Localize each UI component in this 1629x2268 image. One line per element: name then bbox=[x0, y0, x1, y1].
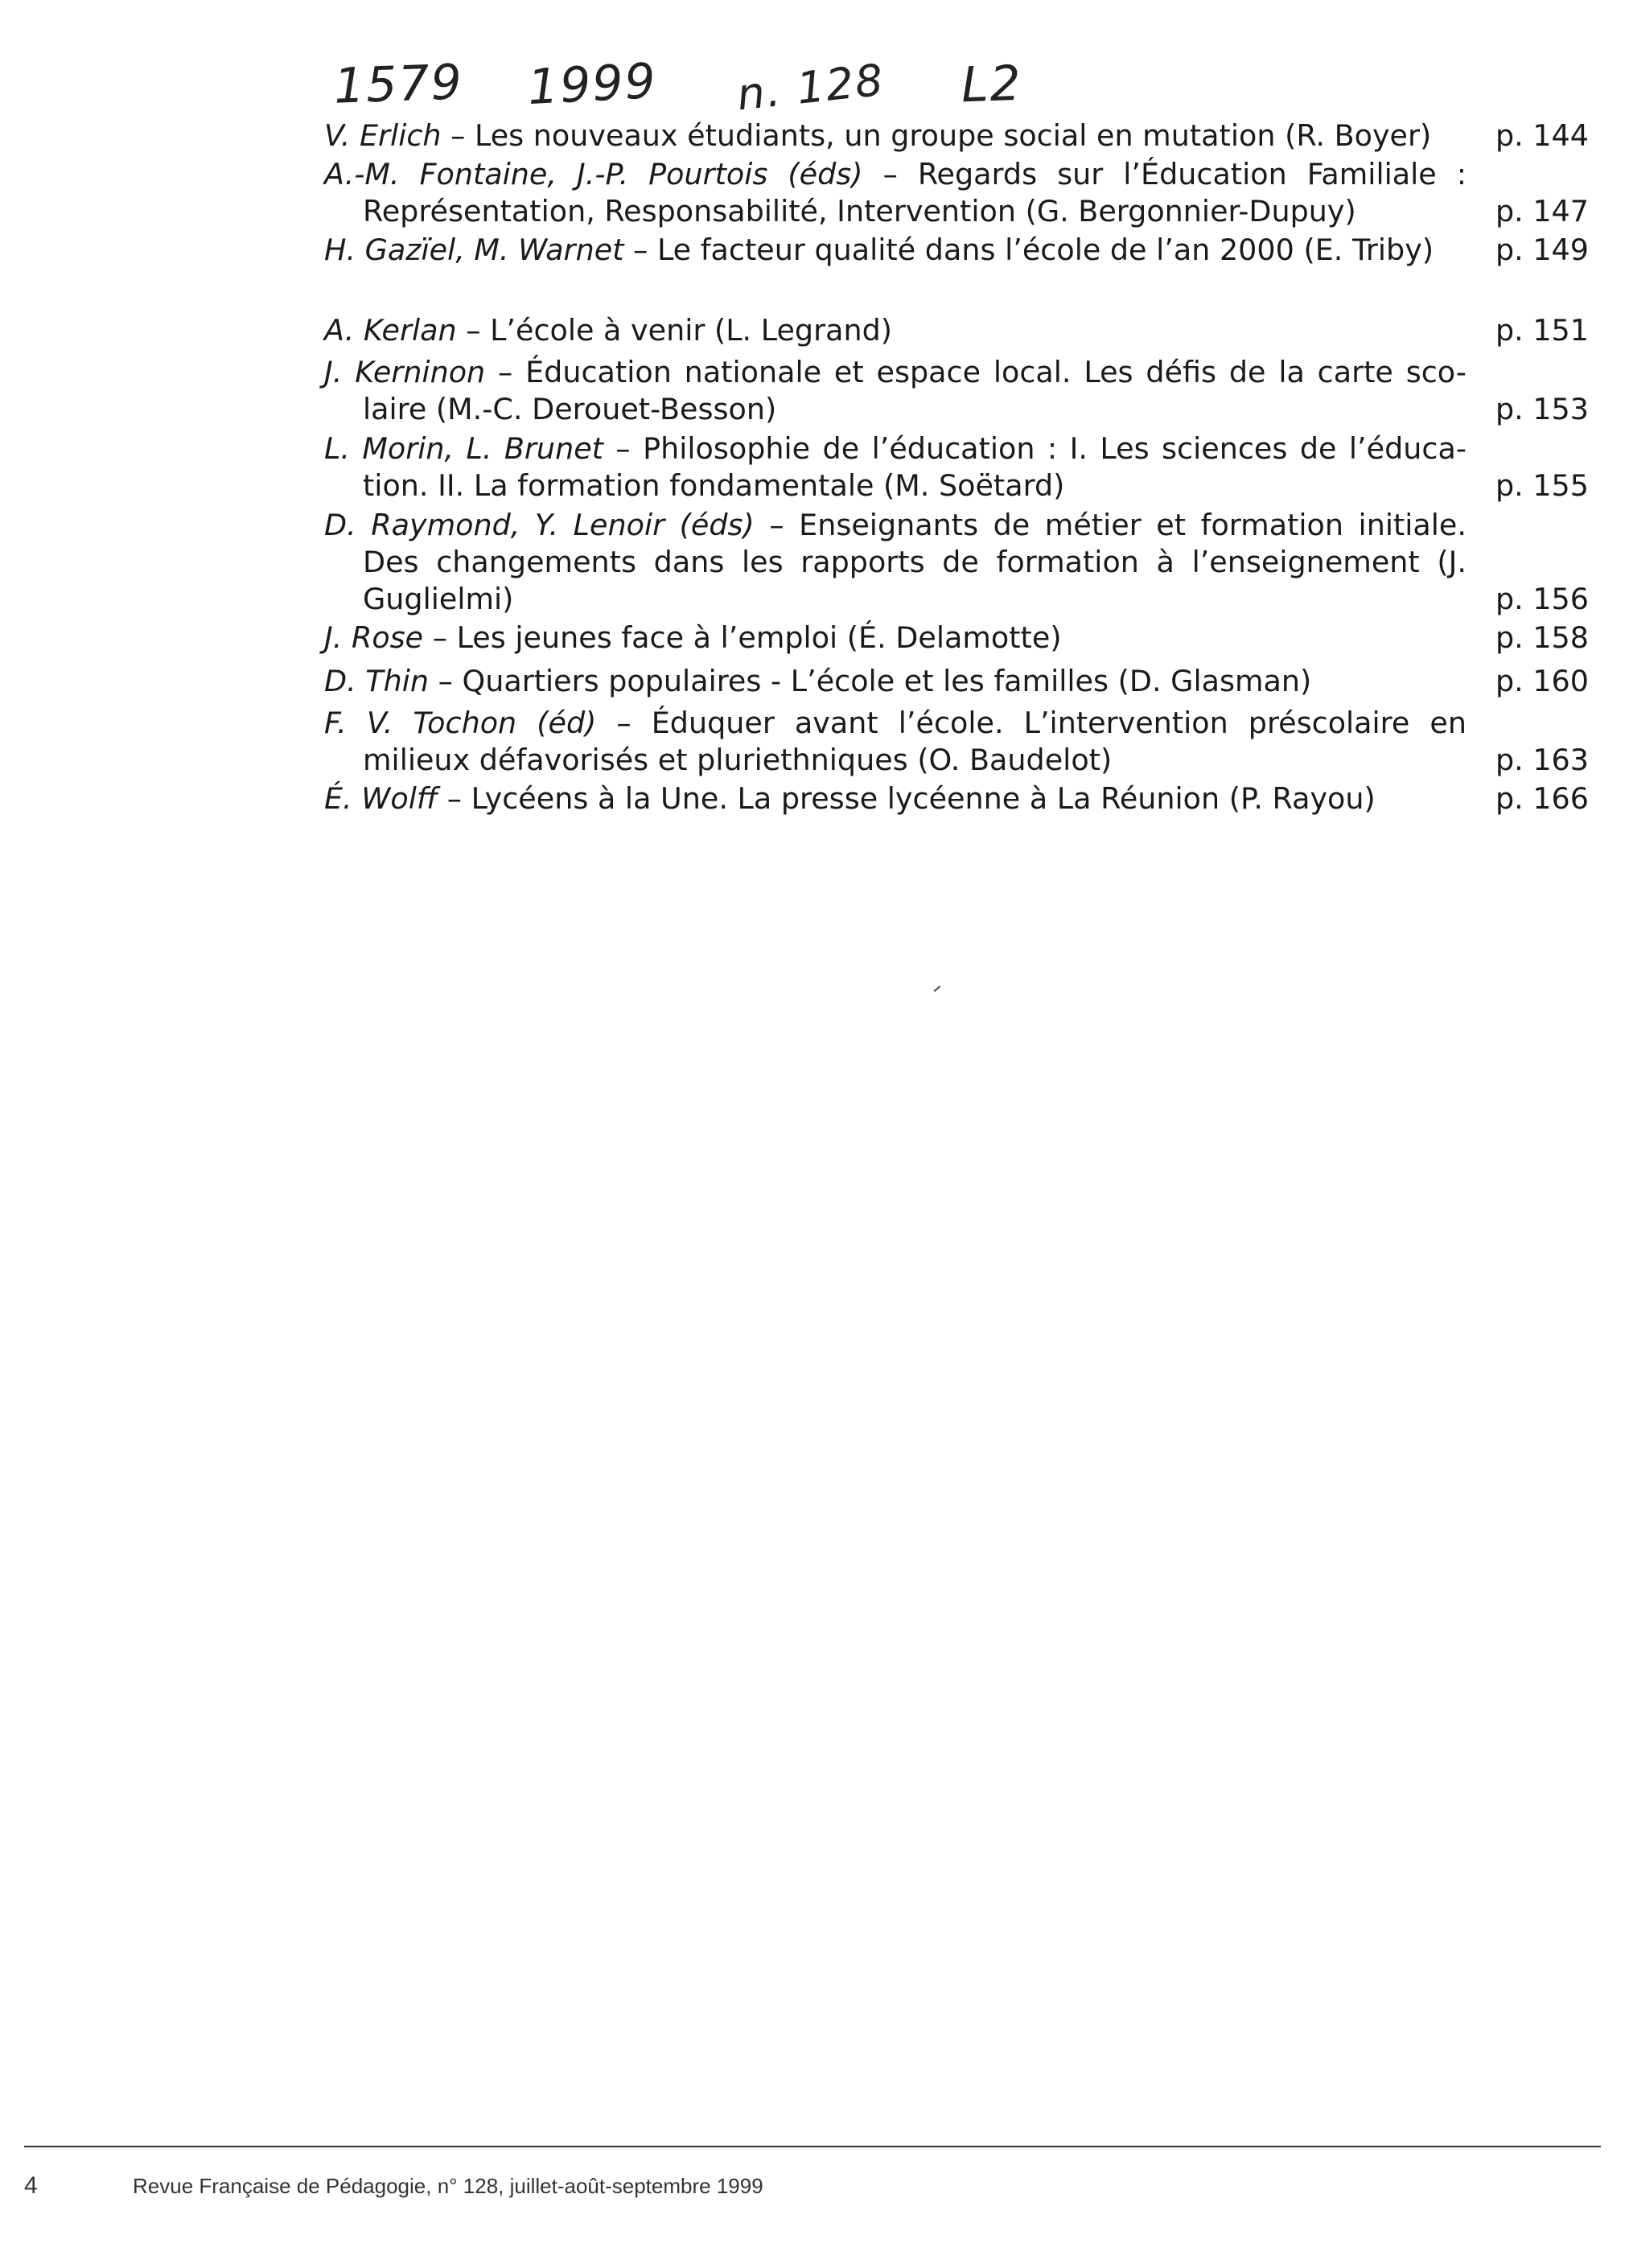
review-entry bbox=[324, 619, 1589, 657]
review-title: Lycéens à la Une. La presse lycéenne à La Réunion bbox=[471, 781, 1220, 816]
separator: – bbox=[450, 118, 466, 153]
handwritten-code: L2 bbox=[960, 55, 1023, 114]
review-entry bbox=[324, 312, 1589, 349]
scan-speck bbox=[934, 986, 941, 992]
separator: – bbox=[432, 620, 447, 655]
review-entry bbox=[324, 232, 1589, 269]
review-title: Quartiers populaires - L’école et les familles bbox=[462, 664, 1109, 698]
review-text bbox=[324, 117, 1467, 154]
review-authors: H. Gazïel, M. Warnet bbox=[324, 233, 624, 267]
review-text bbox=[324, 780, 1467, 817]
review-entry bbox=[324, 117, 1589, 154]
separator: – bbox=[769, 508, 784, 542]
review-title: Les jeunes face à l’emploi bbox=[456, 620, 838, 655]
page-number: p. 151 bbox=[1495, 313, 1589, 348]
page-number: p. 163 bbox=[1495, 743, 1589, 777]
review-text bbox=[324, 705, 1467, 779]
page-number: p. 153 bbox=[1495, 392, 1589, 426]
review-reviewer: (M.-C. Derouet-Besson) bbox=[435, 392, 777, 426]
review-text bbox=[324, 619, 1467, 657]
review-authors: É. Wolff bbox=[324, 781, 438, 816]
review-title: Regards sur l’Éducation Familiale : Représentation, Responsabilité, Intervention bbox=[363, 157, 1467, 228]
review-text bbox=[324, 430, 1467, 504]
journal-citation: Revue Française de Pédagogie, n° 128, juillet-août-septembre 1999 bbox=[133, 2174, 763, 2198]
separator: – bbox=[438, 664, 453, 698]
page-number: p. 144 bbox=[1495, 118, 1589, 153]
review-authors: J. Kerninon bbox=[324, 355, 486, 389]
separator: – bbox=[466, 313, 481, 348]
review-entry bbox=[324, 430, 1589, 504]
footer-rule bbox=[24, 2146, 1601, 2147]
review-title: L’école à venir bbox=[490, 313, 705, 348]
review-authors: A. Kerlan bbox=[324, 313, 457, 348]
review-authors: F. V. Tochon (éd) bbox=[324, 706, 597, 740]
review-title: Philosophie de l’éducation : I. Les sciences de l’éduca-tion. II. La formation fondamentale bbox=[363, 431, 1467, 503]
review-entry bbox=[324, 507, 1589, 618]
separator: – bbox=[633, 233, 648, 267]
handwritten-issue: n. 128 bbox=[734, 54, 887, 121]
review-entry bbox=[324, 780, 1589, 817]
page-number: p. 149 bbox=[1495, 233, 1589, 267]
review-authors: L. Morin, L. Brunet bbox=[324, 431, 603, 466]
review-reviewer: (P. Rayou) bbox=[1228, 781, 1376, 816]
page-number: p. 156 bbox=[1495, 582, 1589, 616]
page-number: p. 147 bbox=[1495, 194, 1589, 228]
review-title: Le facteur qualité dans l’école de l’an 2000 bbox=[656, 233, 1294, 267]
review-authors: V. Erlich bbox=[324, 118, 442, 153]
review-title: Les nouveaux étudiants, un groupe social en mutation bbox=[475, 118, 1276, 153]
separator: – bbox=[616, 706, 631, 740]
review-authors: D. Raymond, Y. Lenoir (éds) bbox=[324, 508, 755, 542]
review-authors: J. Rose bbox=[324, 620, 424, 655]
review-text bbox=[324, 232, 1467, 269]
review-reviewer: (É. Delamotte) bbox=[846, 620, 1062, 655]
review-reviewer: (O. Baudelot) bbox=[917, 743, 1113, 777]
page-footer bbox=[24, 2172, 1601, 2200]
review-title: Enseignants de métier et formation initiale. Des changements dans les rapports de formation à l’enseignement bbox=[363, 508, 1467, 579]
review-authors: D. Thin bbox=[324, 664, 430, 698]
review-reviewer: (G. Bergonnier-Dupuy) bbox=[1025, 194, 1356, 228]
review-reviewer: (D. Glasman) bbox=[1117, 664, 1312, 698]
review-reviewer: (M. Soëtard) bbox=[883, 468, 1065, 503]
review-reviewer: (J. Guglielmi) bbox=[363, 545, 1467, 616]
handwritten-call-number bbox=[332, 40, 1023, 121]
page-number: p. 155 bbox=[1495, 468, 1589, 503]
review-entry bbox=[324, 354, 1589, 428]
review-text bbox=[324, 312, 1467, 349]
folio-number: 4 bbox=[24, 2172, 38, 2199]
review-entry bbox=[324, 705, 1589, 779]
page-number: p. 158 bbox=[1495, 620, 1589, 655]
separator: – bbox=[615, 431, 631, 466]
review-entry bbox=[324, 663, 1589, 700]
review-title: Éduquer avant l’école. L’intervention préscolaire en milieux défavorisés et pluriethniques bbox=[363, 706, 1467, 777]
review-text bbox=[324, 663, 1467, 700]
separator: – bbox=[882, 157, 898, 191]
page-number: p. 160 bbox=[1495, 664, 1589, 698]
review-text bbox=[324, 156, 1467, 230]
separator: – bbox=[446, 781, 463, 816]
review-reviewer: (L. Legrand) bbox=[714, 313, 892, 348]
review-text bbox=[324, 507, 1467, 618]
page-number: p. 166 bbox=[1495, 781, 1589, 816]
review-title: Éducation nationale et espace local. Les défis de la carte sco-laire bbox=[363, 355, 1467, 426]
handwritten-number: 1579 bbox=[332, 54, 464, 115]
handwritten-year: 1999 bbox=[525, 52, 659, 117]
review-text bbox=[324, 354, 1467, 428]
review-reviewer: (R. Boyer) bbox=[1285, 118, 1432, 153]
separator: – bbox=[498, 355, 513, 389]
review-entry bbox=[324, 156, 1589, 230]
review-authors: A.-M. Fontaine, J.-P. Pourtois (éds) bbox=[324, 157, 863, 191]
review-reviewer: (E. Triby) bbox=[1303, 233, 1434, 267]
